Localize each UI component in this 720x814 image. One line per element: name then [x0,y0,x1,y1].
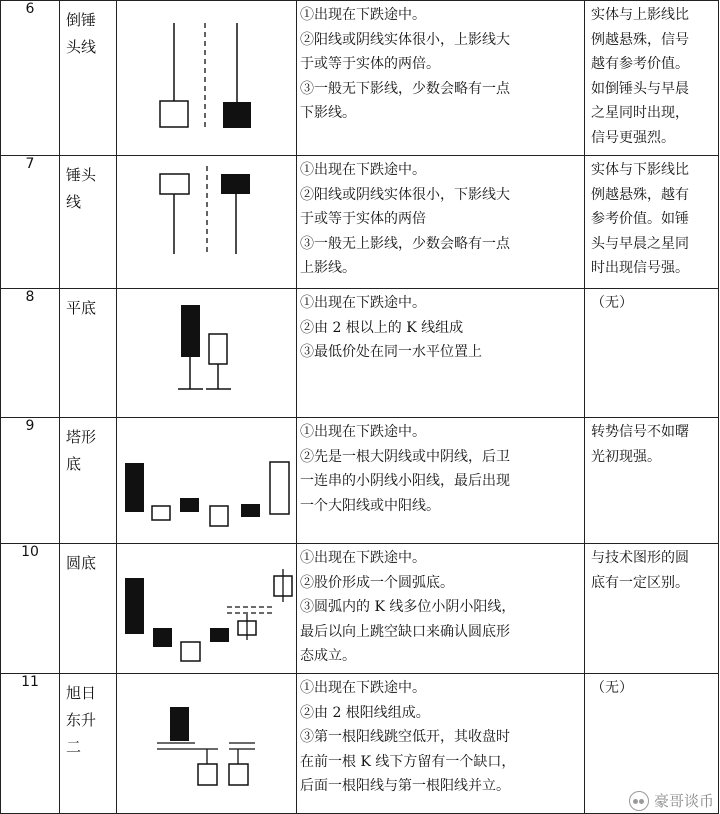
candlestick-diagram-svg [117,156,297,287]
note-line: 底有一定区别。 [591,574,689,591]
note-line: 如倒锤头与早晨 [591,80,689,97]
note-line: 实体与下影线比 [591,162,689,178]
pattern-row [1,289,719,418]
pattern-name [60,544,117,674]
pattern-note [585,544,719,674]
pattern-note [585,418,719,544]
description-line: ③一般无下影线，少数会略有一点 [300,80,510,97]
description-line: ③最低价处在同一水平位置上 [300,344,482,360]
pattern-number: 7 [1,156,60,289]
note-line: 越有参考价值。 [591,56,689,72]
candlestick-diagram-svg [117,674,297,812]
description-line: 于或等于实体的两倍 [300,211,426,227]
wechat-logo-icon [629,791,649,811]
pattern-row [1,1,719,156]
candlestick-diagram-svg [117,544,297,672]
pattern-description [297,1,585,156]
description-line: ①出现在下跌途中。 [300,295,426,311]
pattern-name-line: 旭日 [66,684,97,702]
description-line: ③一般无上影线，少数会略有一点 [300,235,510,252]
pattern-number: 9 [1,418,60,544]
note-line: 例越悬殊，越有 [591,186,689,203]
pattern-name-line: 平底 [66,299,97,317]
pattern-number: 11 [1,674,60,814]
pattern-description [297,156,585,289]
pattern-note [585,289,719,418]
pattern-row [1,544,719,674]
pattern-name-line: 头线 [66,38,97,56]
pattern-description [297,289,585,418]
note-line: 光初现强。 [591,448,661,465]
description-line: 最后以向上跳空缺口来确认圆底形 [300,623,510,640]
pattern-name-line: 塔形 [66,428,97,446]
description-line: ①出现在下跌途中。 [300,550,426,566]
candlestick-diagram [117,544,297,674]
note-line: （无） [591,680,633,696]
candlestick-diagram [117,674,297,814]
description-line: ②阳线或阴线实体很小，上影线大 [300,31,510,48]
pattern-name-line: 东升 [66,711,97,729]
pattern-name [60,289,117,418]
description-line: 在前一根 K 线下方留有一个缺口， [300,753,516,770]
note-line: 头与早晨之星同 [591,235,689,252]
description-line: ①出现在下跌途中。 [300,424,426,440]
description-line: ①出现在下跌途中。 [300,7,426,23]
pattern-description [297,674,585,814]
description-line: 后面一根阳线与第一根阳线并立。 [300,778,510,794]
candlestick-diagram-svg [117,418,297,542]
pattern-description [297,418,585,544]
description-line: 上影线。 [300,260,356,276]
pattern-number: 10 [1,544,60,674]
watermark [629,790,714,811]
pattern-note [585,1,719,156]
candlestick-diagram [117,156,297,289]
description-line: ②股价形成一个圆弧底。 [300,574,454,591]
pattern-row [1,156,719,289]
description-line: 一连串的小阴线小阳线，最后出现 [300,473,510,489]
pattern-name-line: 锤头 [66,166,97,184]
note-line: （无） [591,295,633,311]
watermark-text: 豪哥谈币 [653,792,714,810]
note-line: 之星同时出现， [591,105,689,121]
note-line: 实体与上影线比 [591,7,689,23]
candlestick-diagram-svg [117,1,297,154]
candlestick-diagram [117,1,297,156]
note-line: 转势信号不如曙 [591,424,689,440]
pattern-row [1,418,719,544]
description-line: ②先是一根大阴线或中阴线，后卫 [300,448,510,465]
pattern-number: 8 [1,289,60,418]
description-line: ③圆弧内的 K 线多位小阴小阳线， [300,599,516,615]
pattern-name-line: 二 [66,738,82,756]
candlestick-diagram [117,289,297,418]
description-line: ①出现在下跌途中。 [300,680,426,696]
description-line: ③第一根阳线跳空低开，其收盘时 [300,729,510,745]
description-line: ①出现在下跌途中。 [300,162,426,178]
pattern-name-line: 倒锤 [66,11,97,29]
pattern-row [1,674,719,814]
pattern-name [60,418,117,544]
pattern-name [60,156,117,289]
description-line: ②由 2 根以上的 K 线组成 [300,319,464,336]
candlestick-diagram-svg [117,289,297,416]
pattern-name [60,674,117,814]
description-line: 态成立。 [300,648,356,664]
note-line: 例越悬殊，信号 [591,31,689,48]
pattern-name-line: 圆底 [66,554,97,572]
description-line: ②由 2 根阳线组成。 [300,704,430,721]
description-line: ②阳线或阴线实体很小，下影线大 [300,186,510,203]
pattern-number: 6 [1,1,60,156]
description-line: 一个大阳线或中阳线。 [300,497,440,514]
pattern-name-line: 底 [66,455,82,473]
description-line: 下影线。 [300,105,356,121]
note-line: 时出现信号强。 [591,260,689,276]
note-line: 参考价值。如锤 [591,211,689,227]
pattern-note [585,156,719,289]
candlestick-diagram [117,418,297,544]
pattern-name-line: 线 [66,193,82,211]
note-line: 信号更强烈。 [591,129,675,146]
table-body [1,1,719,814]
pattern-name [60,1,117,156]
pattern-description [297,544,585,674]
note-line: 与技术图形的圆 [591,550,689,566]
description-line: 于或等于实体的两倍。 [300,56,440,72]
